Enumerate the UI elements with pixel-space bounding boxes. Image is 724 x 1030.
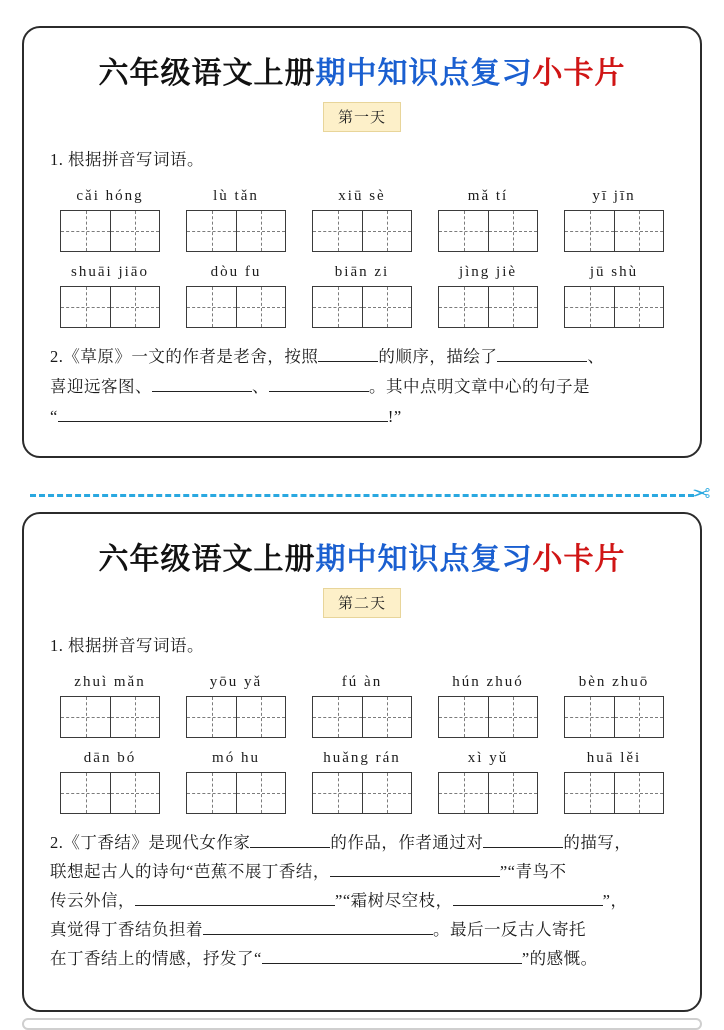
q2-text-1: 2.《丁香结》是现代女作家	[50, 833, 251, 852]
q2-text-2: 的作品，作者通过对	[330, 833, 484, 852]
question-1-label: 1. 根据拼音写词语。	[50, 150, 204, 169]
pinyin-item	[558, 188, 670, 252]
tianzige-box[interactable]	[564, 772, 664, 814]
tianzige-box[interactable]	[60, 210, 160, 252]
tianzige-box[interactable]	[312, 696, 412, 738]
q2-text-2: 的顺序，描绘了	[378, 347, 498, 366]
q2-text-7: “	[50, 407, 58, 426]
question-2	[50, 828, 674, 973]
pinyin-text: lù tǎn	[213, 188, 259, 204]
pinyin-item	[306, 264, 418, 328]
tianzige-box[interactable]	[186, 772, 286, 814]
tianzige-box[interactable]	[186, 210, 286, 252]
tianzige-box[interactable]	[438, 696, 538, 738]
card-1-title	[24, 48, 700, 92]
pinyin-text: hún zhuó	[452, 674, 524, 690]
pinyin-item	[180, 674, 292, 738]
fill-blank[interactable]	[58, 421, 388, 422]
fill-blank[interactable]	[453, 905, 603, 906]
q2-text-11: 在丁香结上的情感，抒发了“	[50, 949, 262, 968]
pinyin-item	[306, 750, 418, 814]
fill-blank[interactable]	[203, 934, 433, 935]
pinyin-text: jū shù	[589, 264, 639, 280]
fill-blank[interactable]	[262, 963, 522, 964]
fill-blank[interactable]	[152, 391, 252, 392]
pinyin-text: xiū sè	[338, 188, 386, 204]
pinyin-text: yōu yǎ	[209, 674, 263, 690]
q2-text-6: 传云外信，	[50, 891, 135, 910]
q2-text-10: 。最后一反古人寄托	[433, 920, 586, 939]
tianzige-box[interactable]	[438, 210, 538, 252]
pinyin-item	[54, 674, 166, 738]
pinyin-item	[432, 188, 544, 252]
pinyin-row-1	[50, 674, 674, 738]
tianzige-box[interactable]	[312, 772, 412, 814]
q2-text-12: ”的感慨。	[521, 949, 598, 968]
question-2	[50, 342, 674, 432]
tianzige-box[interactable]	[564, 210, 664, 252]
tianzige-box[interactable]	[312, 286, 412, 328]
tianzige-box[interactable]	[564, 696, 664, 738]
pinyin-text: dòu fu	[210, 264, 262, 280]
tianzige-box[interactable]	[60, 696, 160, 738]
fill-blank[interactable]	[330, 876, 500, 877]
pinyin-item	[558, 750, 670, 814]
pinyin-item	[54, 750, 166, 814]
pinyin-item	[180, 188, 292, 252]
fill-blank[interactable]	[135, 905, 335, 906]
cut-line	[30, 494, 694, 499]
pinyin-text: cǎi hóng	[76, 188, 144, 204]
pinyin-item	[54, 188, 166, 252]
q2-text-6: 。其中点明文章中心的句子是	[369, 377, 590, 396]
pinyin-item	[432, 674, 544, 738]
tianzige-box[interactable]	[312, 210, 412, 252]
q2-text-1: 2.《草原》一文的作者是老舍，按照	[50, 347, 319, 366]
tianzige-box[interactable]	[564, 286, 664, 328]
title-part-red: 小卡片	[532, 543, 626, 576]
q2-text-4: 联想起古人的诗句“芭蕉不展丁香结，	[50, 862, 330, 881]
pinyin-text: biān zi	[334, 264, 390, 280]
pinyin-item	[432, 750, 544, 814]
card-1-day-wrap	[24, 102, 700, 132]
question-1-label: 1. 根据拼音写词语。	[50, 636, 204, 655]
q2-text-4: 喜迎远客图、	[50, 377, 152, 396]
pinyin-text: mǎ tí	[467, 188, 509, 204]
pinyin-text: fú àn	[341, 674, 383, 690]
pinyin-text: huā lěi	[586, 750, 642, 766]
fill-blank[interactable]	[497, 361, 587, 362]
q2-text-5: ”“青鸟不	[499, 862, 567, 881]
pinyin-text: xì yǔ	[467, 750, 509, 766]
pinyin-item	[180, 264, 292, 328]
pinyin-text: mó hu	[212, 750, 260, 766]
title-part-red: 小卡片	[532, 57, 626, 90]
title-part-black: 六年级语文上册	[98, 57, 316, 90]
pinyin-item	[306, 188, 418, 252]
q2-text-8: ”，	[602, 891, 628, 910]
q2-text-5: 、	[252, 377, 269, 396]
pinyin-item	[180, 750, 292, 814]
pinyin-text: huǎng rán	[323, 750, 401, 766]
tianzige-box[interactable]	[186, 286, 286, 328]
next-card-edge	[22, 1018, 702, 1030]
scissors-icon: ✂	[692, 481, 711, 506]
card-day-2	[22, 512, 702, 1012]
day-badge: 第二天	[323, 588, 401, 618]
tianzige-box[interactable]	[186, 696, 286, 738]
tianzige-box[interactable]	[60, 286, 160, 328]
pinyin-text: bèn zhuō	[578, 674, 650, 690]
pinyin-item	[306, 674, 418, 738]
card-1-body	[24, 146, 700, 432]
fill-blank[interactable]	[250, 847, 330, 848]
card-day-1	[22, 26, 702, 458]
day-badge: 第一天	[323, 102, 401, 132]
fill-blank[interactable]	[318, 361, 378, 362]
pinyin-text: yī jīn	[592, 188, 636, 204]
pinyin-item	[558, 674, 670, 738]
q2-text-3: 、	[587, 347, 605, 366]
pinyin-row-2	[50, 750, 674, 814]
q2-text-9: 真觉得丁香结负担着	[50, 920, 203, 939]
q2-text-8: !”	[387, 407, 402, 426]
pinyin-item	[558, 264, 670, 328]
title-part-blue: 期中知识点复习	[315, 57, 533, 90]
pinyin-text: jìng jiè	[458, 264, 518, 280]
title-part-blue: 期中知识点复习	[315, 543, 533, 576]
title-part-black: 六年级语文上册	[98, 543, 316, 576]
fill-blank[interactable]	[483, 847, 563, 848]
card-2-body	[24, 632, 700, 973]
q2-text-3: 的描写，	[563, 833, 632, 852]
pinyin-item	[432, 264, 544, 328]
pinyin-text: dān bó	[83, 750, 137, 766]
pinyin-row-2	[50, 264, 674, 328]
pinyin-item	[54, 264, 166, 328]
tianzige-box[interactable]	[438, 286, 538, 328]
tianzige-box[interactable]	[438, 772, 538, 814]
tianzige-box[interactable]	[60, 772, 160, 814]
pinyin-row-1	[50, 188, 674, 252]
q2-text-7: ”“霜树尽空枝，	[335, 891, 453, 910]
pinyin-text: shuāi jiāo	[71, 264, 149, 280]
card-2-day-wrap	[24, 588, 700, 618]
card-2-title	[24, 534, 700, 578]
pinyin-text: zhuì mǎn	[74, 674, 146, 690]
fill-blank[interactable]	[269, 391, 369, 392]
